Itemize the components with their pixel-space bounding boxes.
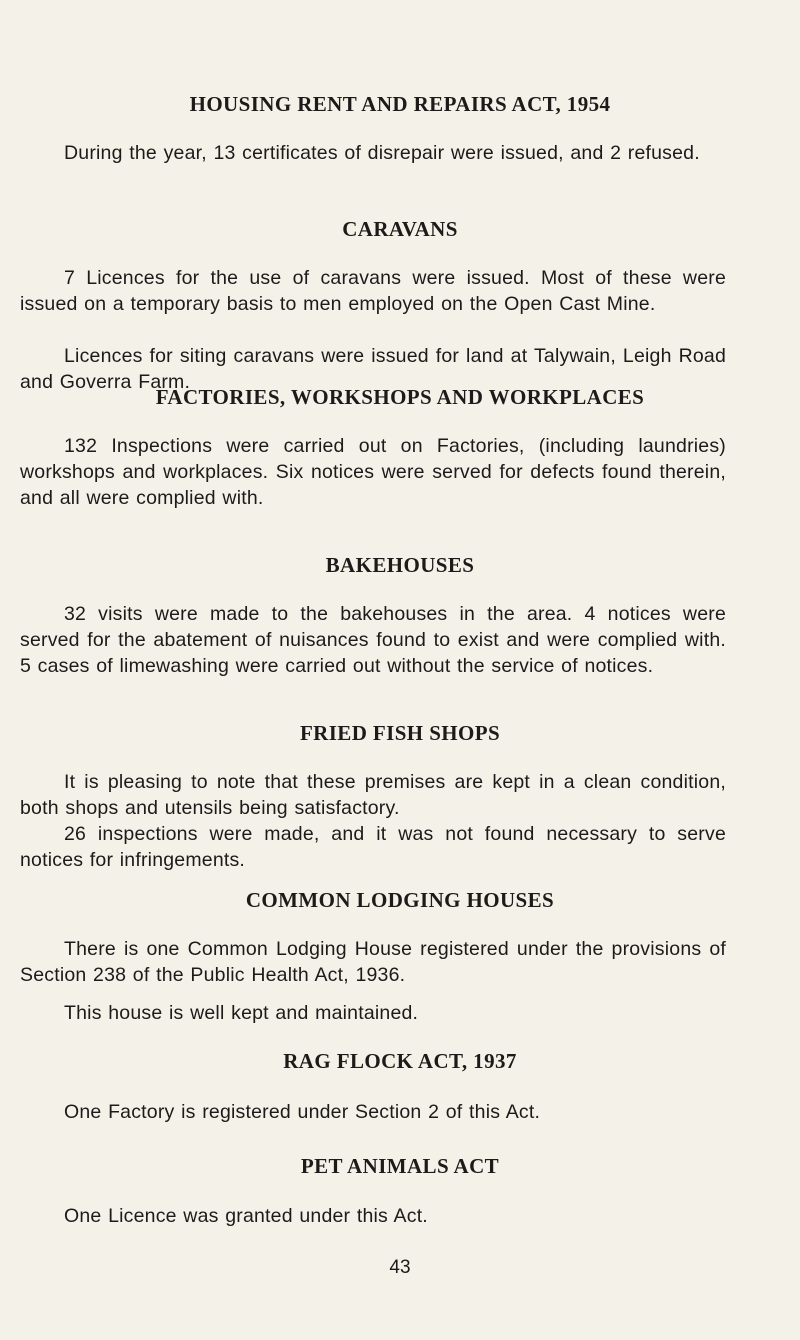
heading-factories-workshops: FACTORIES, WORKSHOPS AND WORKPLACES bbox=[155, 385, 645, 409]
paragraph-pet-animals-licence: One Licence was granted under this Act. bbox=[64, 1205, 428, 1227]
heading-pet-animals-act: PET ANIMALS ACT bbox=[300, 1154, 500, 1178]
heading-fried-fish-shops: FRIED FISH SHOPS bbox=[299, 721, 501, 745]
paragraph-fish-shop-inspections: 26 inspections were made, and it was not found necessary to serve notices for infringements. bbox=[20, 823, 726, 871]
heading-common-lodging-houses: COMMON LODGING HOUSES bbox=[245, 888, 555, 912]
heading-rag-flock-act: RAG FLOCK ACT, 1937 bbox=[283, 1049, 517, 1073]
paragraph-factory-inspections: 132 Inspections were carried out on Factories, (including laundries) workshops and workplaces. Six notices were served for defects found therein, and all were complied with. bbox=[20, 435, 726, 509]
paragraph-lodging-house-registered: There is one Common Lodging House registered under the provisions of Section 238 of the Public Health Act, 1936. bbox=[20, 938, 726, 986]
paragraph-lodging-house-maintained: This house is well kept and maintained. bbox=[64, 1002, 419, 1024]
heading-housing-rent-repairs-act: HOUSING RENT AND REPAIRS ACT, 1954 bbox=[189, 92, 611, 116]
paragraph-caravan-sites: Licences for siting caravans were issued for land at Talywain, Leigh Road and Goverra Farm. bbox=[20, 345, 726, 393]
paragraph-fish-shop-condition: It is pleasing to note that these premises are kept in a clean condition, both shops and utensils being satisfactory. bbox=[20, 771, 726, 819]
heading-caravans: CARAVANS bbox=[342, 217, 458, 241]
heading-bakehouses: BAKEHOUSES bbox=[325, 553, 475, 577]
paragraph-rag-flock-factory: One Factory is registered under Section 2 of this Act. bbox=[64, 1101, 541, 1123]
page-number: 43 bbox=[389, 1257, 411, 1278]
paragraph-caravan-licences: 7 Licences for the use of caravans were issued. Most of these were issued on a temporary basis to men employed on the Open Cast Mine. bbox=[20, 267, 726, 315]
paragraph-disrepair-certificates: During the year, 13 certificates of disrepair were issued, and 2 refused. bbox=[64, 142, 700, 164]
paragraph-bakehouse-visits: 32 visits were made to the bakehouses in the area. 4 notices were served for the abatement of nuisances found to exist and were complied with. 5 cases of limewashing were carried out without the service of notices. bbox=[20, 603, 726, 677]
